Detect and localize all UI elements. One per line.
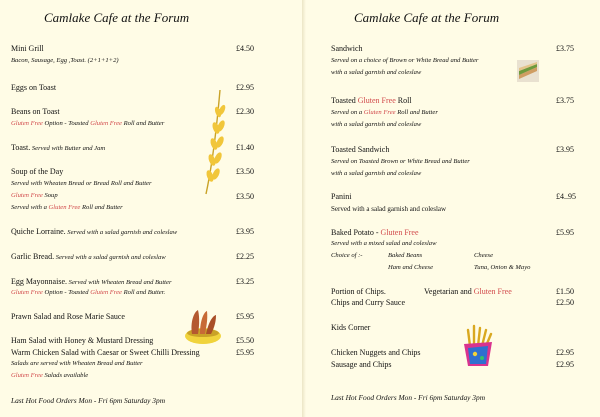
toasted-roll-price: £3.75 (556, 96, 574, 105)
option-cheese: Cheese (474, 252, 494, 259)
egg-mayo-gf-line: Gluten Free Option - Toasted Gluten Free Roll and Butter. (11, 289, 166, 296)
option-baked-beans: Baked Beans (388, 252, 423, 259)
sandwich-price: £3.75 (556, 44, 574, 53)
soup-desc: Served with Wheaten Bread or Bread Roll and Butter (11, 180, 152, 187)
toasted-roll-name: Toasted Gluten Free Roll (331, 96, 412, 105)
toasted-sandwich-name: Toasted Sandwich (331, 145, 390, 154)
wheat-icon (198, 86, 228, 196)
egg-mayo-price: £3.25 (236, 277, 254, 286)
chips-box-icon (460, 324, 496, 368)
panini-desc: Served with a salad garnish and coleslaw (331, 205, 447, 213)
egg-mayo-line: Egg Mayonnaise. Served with Wheaten Bread and Butter (11, 277, 172, 286)
toasted-sandwich-desc-1: Served on Toasted Brown or White Bread and Butter (331, 158, 470, 165)
garlic-line: Garlic Bread. Served with a salad garnish and coleslaw (11, 252, 166, 261)
toasted-sandwich-desc-2: with a salad garnish and coleslaw (331, 170, 422, 177)
portion-chips-veg: Vegetarian and Gluten Free (424, 287, 512, 296)
chicken-salad-price: £5.95 (236, 348, 254, 357)
soup-gf-roll: Served with a Gluten Free Roll and Butter (11, 204, 123, 211)
toasted-roll-desc-1: Served on a Gluten Free Roll and Butter (331, 109, 438, 116)
mini-grill-name: Mini Grill (11, 44, 44, 53)
bread-basket-icon (182, 306, 224, 346)
nuggets-price: £2.95 (556, 348, 574, 357)
kids-corner-heading: Kids Corner (331, 323, 371, 332)
option-ham-cheese: Ham and Cheese (388, 264, 434, 271)
baked-potato-name: Baked Potato - Gluten Free (331, 228, 419, 237)
quiche-price: £3.95 (236, 227, 254, 236)
sandwich-desc-1: Served on a choice of Brown or White Bread and Butter (331, 57, 479, 64)
beans-gf-line: Gluten Free Option - Toasted Gluten Free Roll and Butter (11, 120, 165, 127)
sausage-price: £2.95 (556, 360, 574, 369)
beans-toast-price: £2.30 (236, 107, 254, 116)
portion-chips-name: Portion of Chips. (331, 287, 386, 296)
soup-price: £3.50 (236, 167, 254, 176)
sandwich-desc-2: with a salad garnish and coleslaw (331, 69, 422, 76)
toast-price: £1.40 (236, 143, 254, 152)
prawn-salad-name: Prawn Salad and Rose Marie Sauce (11, 312, 125, 321)
quiche-line: Quiche Lorraine. Served with a salad garnish and coleslaw (11, 227, 178, 236)
eggs-toast-price: £2.95 (236, 83, 254, 92)
soup-gf-line: Gluten Free Soup (11, 192, 58, 199)
right-last-orders: Last Hot Food Orders Mon - Fri 6pm Saturday 3pm (331, 393, 486, 402)
salads-note: Salads are served with Wheaten Bread and Butter (11, 360, 143, 367)
option-tuna: Tuna, Onion & Mayo (474, 264, 531, 271)
sandwich-photo (517, 60, 539, 82)
nuggets-name: Chicken Nuggets and Chips (331, 348, 421, 357)
garlic-price: £2.25 (236, 252, 254, 261)
eggs-toast-name: Eggs on Toast (11, 83, 57, 92)
soup-gf-price: £3.50 (236, 192, 254, 201)
portion-chips-price: £1.50 (556, 287, 574, 296)
baked-potato-price: £5.95 (556, 228, 574, 237)
sandwich-name: Sandwich (331, 44, 363, 53)
ham-salad-price: £5.50 (236, 336, 254, 345)
chicken-salad-name: Warm Chicken Salad with Caesar or Sweet Chilli Dressing (11, 348, 200, 357)
toasted-roll-desc-2: with a salad garnish and coleslaw (331, 121, 422, 128)
soup-name: Soup of the Day (11, 167, 64, 176)
panini-price: £4..95 (556, 192, 576, 201)
ham-salad-name: Ham Salad with Honey & Mustard Dressing (11, 336, 154, 345)
left-title: Camlake Cafe at the Forum (44, 10, 190, 25)
mini-grill-desc: Bacon, Sausage, Egg ,Toast. (2+1+1+2) (11, 57, 119, 64)
chips-curry-name: Chips and Curry Sauce (331, 298, 405, 307)
page-fold (302, 0, 306, 417)
baked-potato-choice: Choice of :- (331, 252, 363, 259)
salads-gf-line: Gluten Free Salads available (11, 372, 89, 379)
toasted-sandwich-price: £3.95 (556, 145, 574, 154)
baked-potato-desc: Served with a mixed salad and coleslaw (331, 240, 437, 247)
panini-name: Panini (331, 192, 352, 201)
toast-line: Toast. Served with Butter and Jam (11, 143, 106, 152)
right-title: Camlake Cafe at the Forum (354, 10, 500, 25)
sausage-name: Sausage and Chips (331, 360, 392, 369)
left-last-orders: Last Hot Food Orders Mon - Fri 6pm Saturday 3pm (11, 396, 166, 405)
chips-curry-price: £2.50 (556, 298, 574, 307)
beans-toast-name: Beans on Toast (11, 107, 60, 116)
mini-grill-price: £4.50 (236, 44, 254, 53)
prawn-salad-price: £5.95 (236, 312, 254, 321)
